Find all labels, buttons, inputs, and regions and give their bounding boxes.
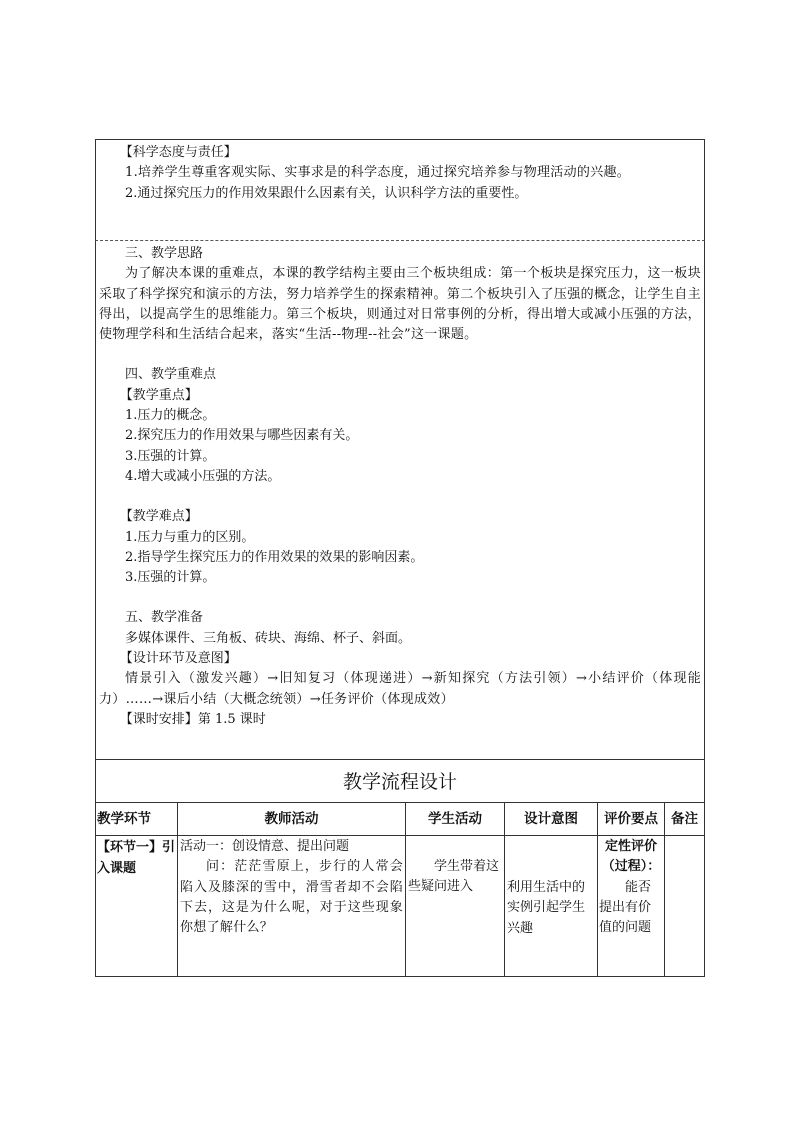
schedule-value: 第 1.5 课时 [197, 711, 266, 727]
teacher-activity-title: 活动一：创设情意、提出问题 [180, 839, 350, 854]
cell-intent [505, 836, 598, 977]
cell-student [406, 836, 505, 977]
teacher-activity-text: 问：茫茫雪原上，步行的人常会陷入及膝深的雪中，滑雪者却不会陷下去，这是为什么呢，对于这些现象你想了解什么？ [180, 859, 403, 936]
design-intent: 利用生活中的实例引起学生兴趣 [507, 880, 586, 936]
attitude-heading: 【科学态度与责任】 [119, 145, 237, 160]
difficulty-item-1: 1.压力与重力的区别。 [125, 529, 255, 545]
attitude-item-2: 2.通过探究压力的作用效果跟什么因素有关，认识科学方法的重要性。 [125, 185, 528, 201]
focus-item-2: 2.探究压力的作用效果与哪些因素有关。 [125, 428, 359, 444]
thinking-section [95, 240, 705, 759]
stage-label: 【环节一】引入课题 [97, 840, 176, 876]
key-points-heading: 四、教学重难点 [125, 367, 217, 383]
thinking-heading: 三、教学思路 [125, 246, 204, 261]
header-eval: 评价要点 [598, 803, 665, 836]
design-flow: 情景引入（激发兴趣）→旧知复习（体现递进）→新知探究（方法引领）→小结评价（体现能力）……→课后小结（大概念统领）→任务评价（体现成效） [99, 671, 701, 707]
cell-remark [665, 836, 705, 977]
header-student: 学生活动 [406, 803, 505, 836]
flow-table [95, 802, 705, 977]
eval-text: 能否提出有价值的问题 [599, 879, 652, 936]
flow-title: 教学流程设计 [342, 771, 457, 793]
header-teacher: 教师活动 [178, 803, 406, 836]
cell-eval [598, 836, 665, 977]
table-row [96, 836, 705, 977]
focus-item-3: 3.压强的计算。 [125, 448, 216, 464]
header-remark: 备注 [665, 803, 705, 836]
header-stage: 教学环节 [96, 803, 178, 836]
focus-item-4: 4.增大或减小压强的方法。 [125, 468, 281, 484]
eval-title: 定性评价（过程）： [601, 839, 661, 875]
attitude-item-1: 1.培养学生尊重客观实际、实事求是的科学态度，通过探究培养参与物理活动的兴趣。 [125, 165, 631, 181]
thinking-paragraph: 为了解决本课的重难点，本课的教学结构主要由三个板块组成：第一个板块是探究压力，这一板块采取了科学探究和演示的方法，努力培养学生的探索精神。第二个板块引入了压强的概念，让学生自主得出，以提高学生的思维能力。第三个板块，则通过对日常事例的分析，得出增大或减小压强的方法，使物理学科和生活结合起来，落实“生活--物理--社会”这一课题。 [99, 266, 701, 343]
focus-item-1: 1.压力的概念。 [125, 408, 216, 424]
student-activity: 学生带着这些疑问进入 [408, 859, 500, 895]
difficulty-item-2: 2.指导学生探究压力的作用效果的效果的影响因素。 [125, 549, 424, 565]
cell-teacher [178, 836, 406, 977]
design-heading: 【设计环节及意图】 [119, 651, 237, 667]
difficulty-item-3: 3.压强的计算。 [125, 570, 216, 586]
flow-title-section [95, 759, 705, 803]
schedule-line [99, 710, 701, 730]
cell-stage [96, 836, 178, 977]
prep-heading: 五、教学准备 [125, 610, 204, 626]
attitude-section [95, 139, 705, 240]
header-intent: 设计意图 [505, 803, 598, 836]
focus-heading: 【教学重点】 [119, 387, 198, 403]
lesson-plan-sheet [95, 139, 705, 803]
prep-materials: 多媒体课件、三角板、砖块、海绵、杯子、斜面。 [125, 630, 412, 646]
schedule-heading: 【课时安排】 [119, 711, 198, 727]
flow-table-header-row [96, 803, 705, 836]
difficulty-heading: 【教学难点】 [119, 509, 198, 525]
